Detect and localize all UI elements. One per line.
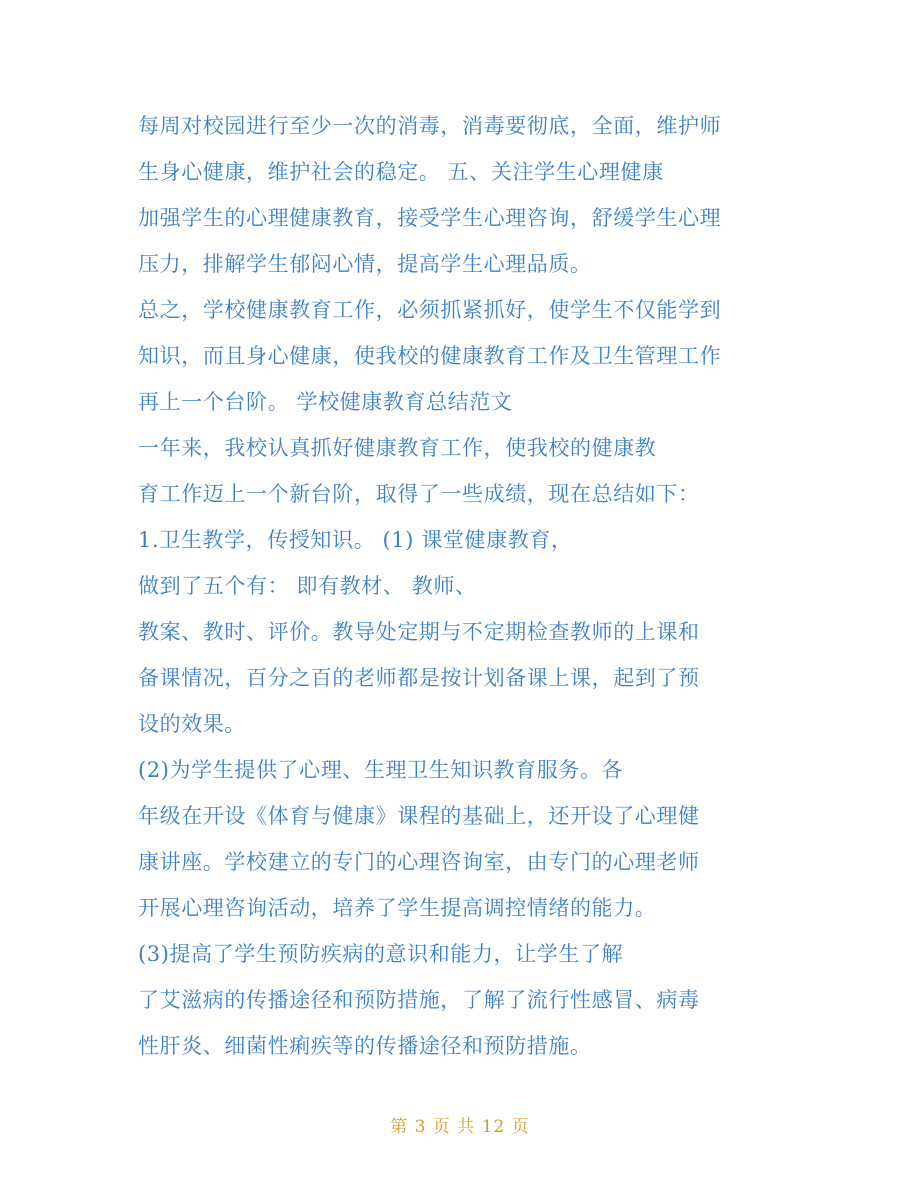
text-line: 1.卫生教学，传授知识。 (1) 课堂健康教育，: [138, 528, 573, 552]
text-line: 育工作迈上一个新台阶，取得了一些成绩，现在总结如下：: [138, 482, 700, 506]
text-line: 总之，学校健康教育工作，必须抓紧抓好，使学生不仅能学到: [138, 298, 722, 322]
text-line: 年级在开设《体育与健康》课程的基础上，还开设了心理健: [138, 804, 700, 828]
text-line: 教案、教时、评价。教导处定期与不定期检查教师的上课和: [138, 620, 700, 644]
text-line: 做到了五个有： 即有教材、 教师、: [138, 574, 477, 598]
text-line: 性肝炎、细菌性痢疾等的传播途径和预防措施。: [138, 1034, 592, 1058]
text-line: (2)为学生提供了心理、生理卫生知识教育服务。各: [138, 758, 624, 782]
text-line: 备课情况，百分之百的老师都是按计划备课上课，起到了预: [138, 666, 700, 690]
text-line: 开展心理咨询活动，培养了学生提高调控情绪的能力。: [138, 896, 657, 920]
text-line: 知识，而且身心健康，使我校的健康教育工作及卫生管理工作: [138, 344, 722, 368]
text-line: 生身心健康，维护社会的稳定。 五、关注学生心理健康: [138, 160, 664, 184]
text-line: 加强学生的心理健康教育，接受学生心理咨询，舒缓学生心理: [138, 206, 722, 230]
text-line: 再上一个台阶。 学校健康教育总结范文: [138, 390, 513, 414]
text-line: 每周对校园进行至少一次的消毒，消毒要彻底，全面，维护师: [138, 114, 722, 138]
text-line: 压力，排解学生郁闷心情，提高学生心理品质。: [138, 252, 592, 276]
text-line: 设的效果。: [138, 712, 246, 736]
document-body: [138, 103, 798, 1069]
text-line: 了艾滋病的传播途径和预防措施，了解了流行性感冒、病毒: [138, 988, 700, 1012]
text-line: 康讲座。学校建立的专门的心理咨询室，由专门的心理老师: [138, 850, 700, 874]
text-line: (3)提高了学生预防疾病的意识和能力，让学生了解: [138, 942, 624, 966]
text-line: 一年来，我校认真抓好健康教育工作，使我校的健康教: [138, 436, 657, 460]
page-number-footer: 第 3 页 共 12 页: [390, 1117, 530, 1137]
